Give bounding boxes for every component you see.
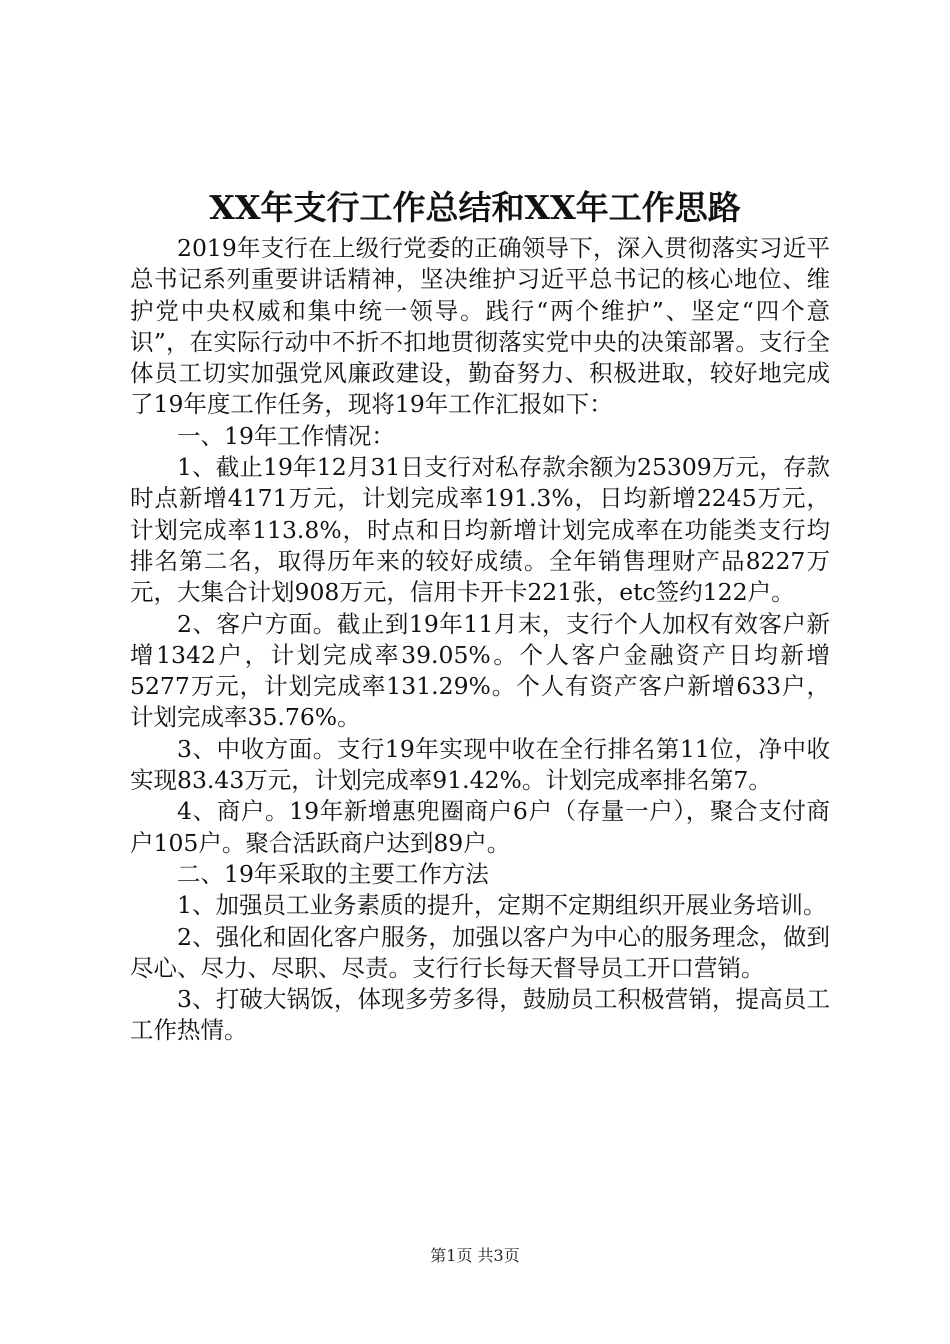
paragraph-merchants: 4、商户。19年新增惠兜圈商户6户（存量一户），聚合支付商户105户。聚合活跃商户达到89户。: [130, 797, 830, 857]
section-heading-work-methods: 二、19年采取的主要工作方法: [177, 859, 489, 888]
page-number-footer: 第1页 共3页: [430, 1246, 520, 1265]
paragraph-deposits: 1、截止19年12月31日支行对私存款余额为25309万元，存款时点新增4171万元，计划完成率191.3%，日均新增2245万元，计划完成率113.8%，时点和日均新增计划完成率在功能类支行均排名第二名，取得历年来的较好成绩。全年销售理财产品8227万元，大集合计划908万元，信用卡开卡221张，etc签约122户。: [130, 453, 830, 607]
section-heading-work-status: 一、19年工作情况：: [177, 421, 395, 450]
document-body: [130, 233, 830, 1047]
paragraph-customers: 2、客户方面。截止到19年11月末，支行个人加权有效客户新增1342户，计划完成率39.05%。个人客户金融资产日均新增5277万元，计划完成率131.29%。个人有资产客户新增633户，计划完成率35.76%。: [130, 609, 830, 732]
paragraph-method-incentive: 3、打破大锅饭，体现多劳多得，鼓励员工积极营销，提高员工工作热情。: [130, 985, 830, 1045]
paragraph-method-training: 1、加强员工业务素质的提升，定期不定期组织开展业务培训。: [177, 891, 827, 920]
document-title: XX年支行工作总结和XX年工作思路: [209, 188, 741, 227]
paragraph-method-service: 2、强化和固化客户服务，加强以客户为中心的服务理念，做到尽心、尽力、尽职、尽责。支行行长每天督导员工开口营销。: [130, 922, 830, 982]
paragraph-intermediate-income: 3、中收方面。支行19年实现中收在全行排名第11位，净中收实现83.43万元，计划完成率91.42%。计划完成率排名第7。: [130, 734, 830, 795]
paragraph-intro: 2019年支行在上级行党委的正确领导下，深入贯彻落实习近平总书记系列重要讲话精神，坚决维护习近平总书记的核心地位、维护党中央权威和集中统一领导。践行“两个维护”、坚定“四个意识”，在实际行动中不折不扣地贯彻落实党中央的决策部署。支行全体员工切实加强党风廉政建设，勤奋努力、积极进取，较好地完成了19年度工作任务，现将19年工作汇报如下：: [130, 234, 830, 419]
